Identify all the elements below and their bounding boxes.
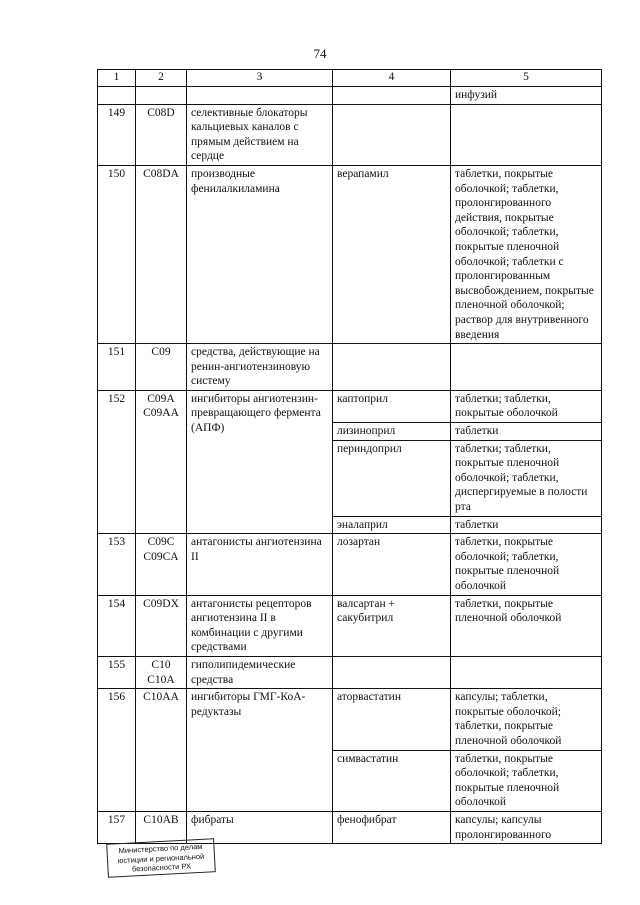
dosage-form: таблетки; таблетки, покрытые оболочкой [451, 390, 602, 422]
header-col-1: 1 [98, 70, 136, 87]
drug-name [333, 344, 451, 391]
drug-name: аторвастатин [333, 689, 451, 750]
row-number: 155 [98, 656, 136, 688]
row-number: 156 [98, 689, 136, 812]
table-row [98, 534, 602, 595]
atc-code: C10AB [136, 811, 187, 843]
header-col-2: 2 [136, 70, 187, 87]
header-row [98, 70, 602, 87]
dosage-form [451, 104, 602, 165]
table-row [98, 689, 602, 750]
atc-code: C08D [136, 104, 187, 165]
row-number: 152 [98, 390, 136, 533]
row-number: 154 [98, 595, 136, 656]
header-col-4: 4 [333, 70, 451, 87]
atc-code [136, 87, 187, 105]
table-row [98, 390, 602, 422]
drug-name: фенофибрат [333, 811, 451, 843]
group-name: средства, действующие на ренин-ангиотензиновую систему [187, 344, 333, 391]
dosage-form [451, 344, 602, 391]
row-number: 157 [98, 811, 136, 843]
row-number: 149 [98, 104, 136, 165]
table-row [98, 87, 602, 105]
group-name: гиполипидемические средства [187, 656, 333, 688]
group-name: производные фенилалкиламина [187, 165, 333, 343]
dosage-form: таблетки [451, 516, 602, 534]
table-row [98, 344, 602, 391]
drug-name: каптоприл [333, 390, 451, 422]
table-body [98, 87, 602, 844]
dosage-form: таблетки, покрытые пленочной оболочкой [451, 595, 602, 656]
table-row [98, 811, 602, 843]
table-row [98, 595, 602, 656]
group-name: селективные блокаторы кальциевых каналов с прямым действием на сердце [187, 104, 333, 165]
dosage-form: таблетки, покрытые оболочкой; таблетки, покрытые пленочной оболочкой [451, 534, 602, 595]
group-name: ингибиторы ГМГ-КоА-редуктазы [187, 689, 333, 812]
drug-table [97, 69, 602, 844]
header-col-5: 5 [451, 70, 602, 87]
ministry-stamp: Министерство по делам юстиции и региональной безопасности РХ [106, 838, 216, 878]
drug-name [333, 87, 451, 105]
atc-code: C09 [136, 344, 187, 391]
group-name: антагонисты рецепторов ангиотензина II в комбинации с другими средствами [187, 595, 333, 656]
drug-name [333, 656, 451, 688]
row-number: 150 [98, 165, 136, 343]
atc-code: C09DX [136, 595, 187, 656]
row-number: 153 [98, 534, 136, 595]
page-number: 74 [313, 46, 327, 61]
dosage-form: инфузий [451, 87, 602, 105]
drug-name: лизиноприл [333, 423, 451, 441]
drug-name: симвастатин [333, 750, 451, 811]
group-name: фибраты [187, 811, 333, 843]
dosage-form: таблетки; таблетки, покрытые пленочной оболочкой; таблетки, диспергируемые в полости рта [451, 440, 602, 516]
drug-name [333, 104, 451, 165]
dosage-form: таблетки [451, 423, 602, 441]
dosage-form: капсулы; таблетки, покрытые оболочкой; таблетки, покрытые пленочной оболочкой [451, 689, 602, 750]
group-name: антагонисты ангиотензина II [187, 534, 333, 595]
atc-code: C08DA [136, 165, 187, 343]
dosage-form: таблетки, покрытые оболочкой; таблетки, пролонгированного действия, покрытые оболочкой; таблетки, покрытые пленочной оболочкой; таблетки с пролонгированным высвобождением, покрытые пленочной оболочкой; раствор для внутривенного введения [451, 165, 602, 343]
group-name [187, 87, 333, 105]
header-col-3: 3 [187, 70, 333, 87]
row-number [98, 87, 136, 105]
dosage-form [451, 656, 602, 688]
group-name: ингибиторы ангиотензин-превращающего фермента (АПФ) [187, 390, 333, 533]
table-row [98, 165, 602, 343]
drug-name: лозартан [333, 534, 451, 595]
drug-name: валсартан + сакубитрил [333, 595, 451, 656]
drug-name: эналаприл [333, 516, 451, 534]
atc-code: C09C C09CA [136, 534, 187, 595]
atc-code: C10AA [136, 689, 187, 812]
dosage-form: таблетки, покрытые оболочкой; таблетки, покрытые пленочной оболочкой [451, 750, 602, 811]
table-row [98, 656, 602, 688]
drug-name: периндоприл [333, 440, 451, 516]
drug-name: верапамил [333, 165, 451, 343]
dosage-form: капсулы; капсулы пролонгированного [451, 811, 602, 843]
atc-code: C10 C10A [136, 656, 187, 688]
table-row [98, 104, 602, 165]
row-number: 151 [98, 344, 136, 391]
atc-code: C09A C09AA [136, 390, 187, 533]
